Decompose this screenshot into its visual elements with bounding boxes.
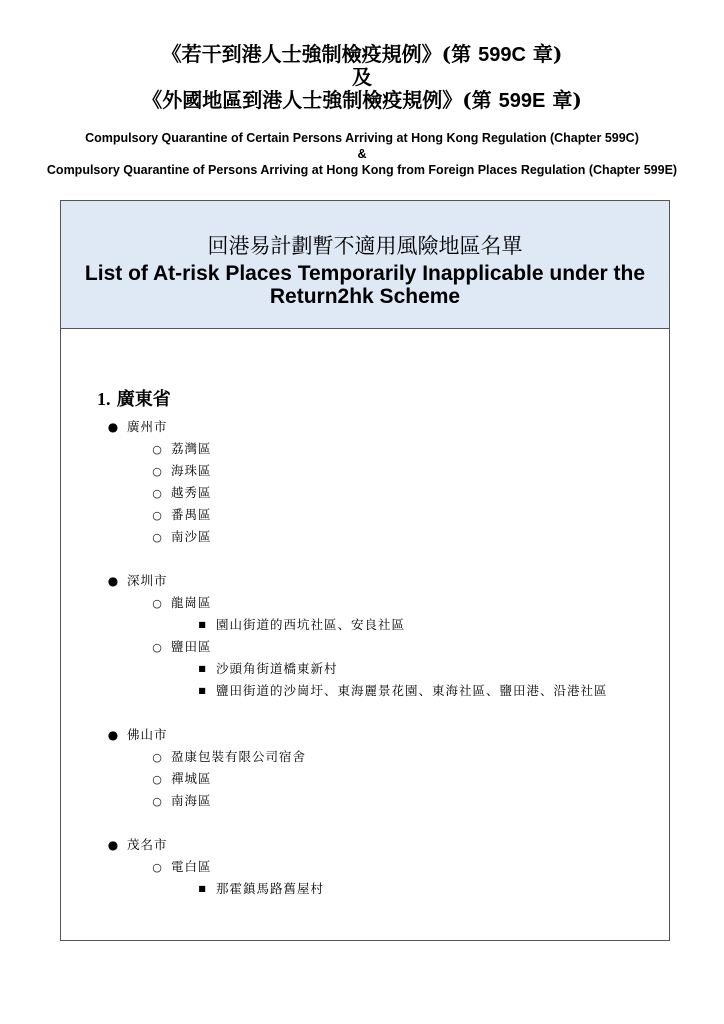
square-bullet-icon: ■ (198, 664, 206, 673)
district-item (147, 749, 306, 766)
list-heading (61, 201, 669, 329)
square-bullet-icon: ■ (198, 884, 206, 893)
bullet-icon: ● (107, 838, 119, 852)
district-item (147, 639, 212, 656)
city-item (103, 837, 168, 853)
city-item (103, 419, 168, 435)
square-bullet-icon: ■ (198, 686, 206, 695)
circle-bullet-icon: ○ (152, 641, 162, 654)
title-zh-line2 (0, 88, 724, 113)
circle-bullet-icon: ○ (152, 465, 162, 478)
district-name: 電白區 (171, 859, 212, 874)
district-name: 海珠區 (171, 463, 212, 478)
district-item (147, 771, 212, 788)
district-item (147, 529, 212, 546)
city-name: 深圳市 (127, 573, 168, 588)
district-item (147, 859, 212, 876)
title-en-and: & (357, 147, 367, 161)
title-zh-line1-post: 章) (525, 42, 563, 66)
circle-bullet-icon: ○ (152, 773, 162, 786)
title-zh-and: 及 (352, 65, 372, 89)
square-bullet-icon: ■ (198, 620, 206, 629)
chapter-599e: 599E (498, 90, 546, 112)
circle-bullet-icon: ○ (152, 861, 162, 874)
area-name: 沙頭角街道橋東新村 (216, 661, 338, 676)
circle-bullet-icon: ○ (152, 597, 162, 610)
list-title-zh: 回港易計劃暫不適用風險地區名單 (207, 234, 523, 258)
district-name: 盈康包裝有限公司宿舍 (171, 749, 307, 764)
bullet-icon: ● (107, 420, 119, 434)
circle-bullet-icon: ○ (152, 509, 162, 522)
district-name: 鹽田區 (171, 639, 212, 654)
district-item (147, 485, 212, 502)
district-item (147, 507, 212, 524)
title-en-line2: Compulsory Quarantine of Persons Arriving at Hong Kong from Foreign Places Regulation (Chapter 599E) (46, 163, 678, 177)
circle-bullet-icon: ○ (152, 751, 162, 764)
city-name: 佛山市 (127, 727, 168, 742)
district-name: 南沙區 (171, 529, 212, 544)
district-name: 荔灣區 (171, 441, 212, 456)
area-name: 園山街道的西坑社區、安良社區 (216, 617, 406, 632)
list-title-en-line1: List of At-risk Places Temporarily Inapplicable under the (84, 262, 646, 285)
title-en-line1: Compulsory Quarantine of Certain Persons Arriving at Hong Kong Regulation (Chapter 599C) (85, 131, 639, 145)
area-name: 鹽田街道的沙崗圩、東海麗景花園、東海社區、鹽田港、沿港社區 (216, 683, 608, 698)
title-zh-line1-pre: 《若干到港人士強制檢疫規例》(第 (161, 42, 479, 66)
title-zh-line2-post: 章) (545, 88, 582, 112)
area-item (192, 881, 324, 897)
province-name: 廣東省 (116, 389, 171, 410)
bullet-icon: ● (107, 574, 119, 588)
district-name: 越秀區 (171, 485, 212, 500)
district-item (147, 441, 212, 458)
district-name: 番禺區 (171, 507, 212, 522)
city-item (103, 573, 168, 589)
list-title-en-line2: Return2hk Scheme (269, 285, 461, 308)
bullet-icon: ● (107, 728, 119, 742)
province-heading (97, 385, 171, 411)
city-item (103, 727, 168, 743)
area-item (192, 617, 405, 633)
circle-bullet-icon: ○ (152, 531, 162, 544)
circle-bullet-icon: ○ (152, 795, 162, 808)
district-name: 禪城區 (171, 771, 212, 786)
district-name: 龍崗區 (171, 595, 212, 610)
title-zh-line1 (0, 42, 724, 67)
at-risk-list-box (60, 200, 670, 941)
city-name: 廣州市 (127, 419, 168, 434)
area-item (192, 661, 338, 677)
circle-bullet-icon: ○ (152, 487, 162, 500)
district-item (147, 595, 212, 612)
district-name: 南海區 (171, 793, 212, 808)
district-item (147, 793, 212, 810)
city-name: 茂名市 (127, 837, 168, 852)
area-name: 那霍鎮馬路舊屋村 (216, 881, 325, 896)
circle-bullet-icon: ○ (152, 443, 162, 456)
district-item (147, 463, 212, 480)
province-number: 1. (97, 389, 111, 409)
chapter-599c: 599C (478, 44, 526, 66)
title-zh-line2-pre: 《外國地區到港人士強制檢疫規例》(第 (142, 88, 499, 112)
area-item (192, 683, 608, 699)
